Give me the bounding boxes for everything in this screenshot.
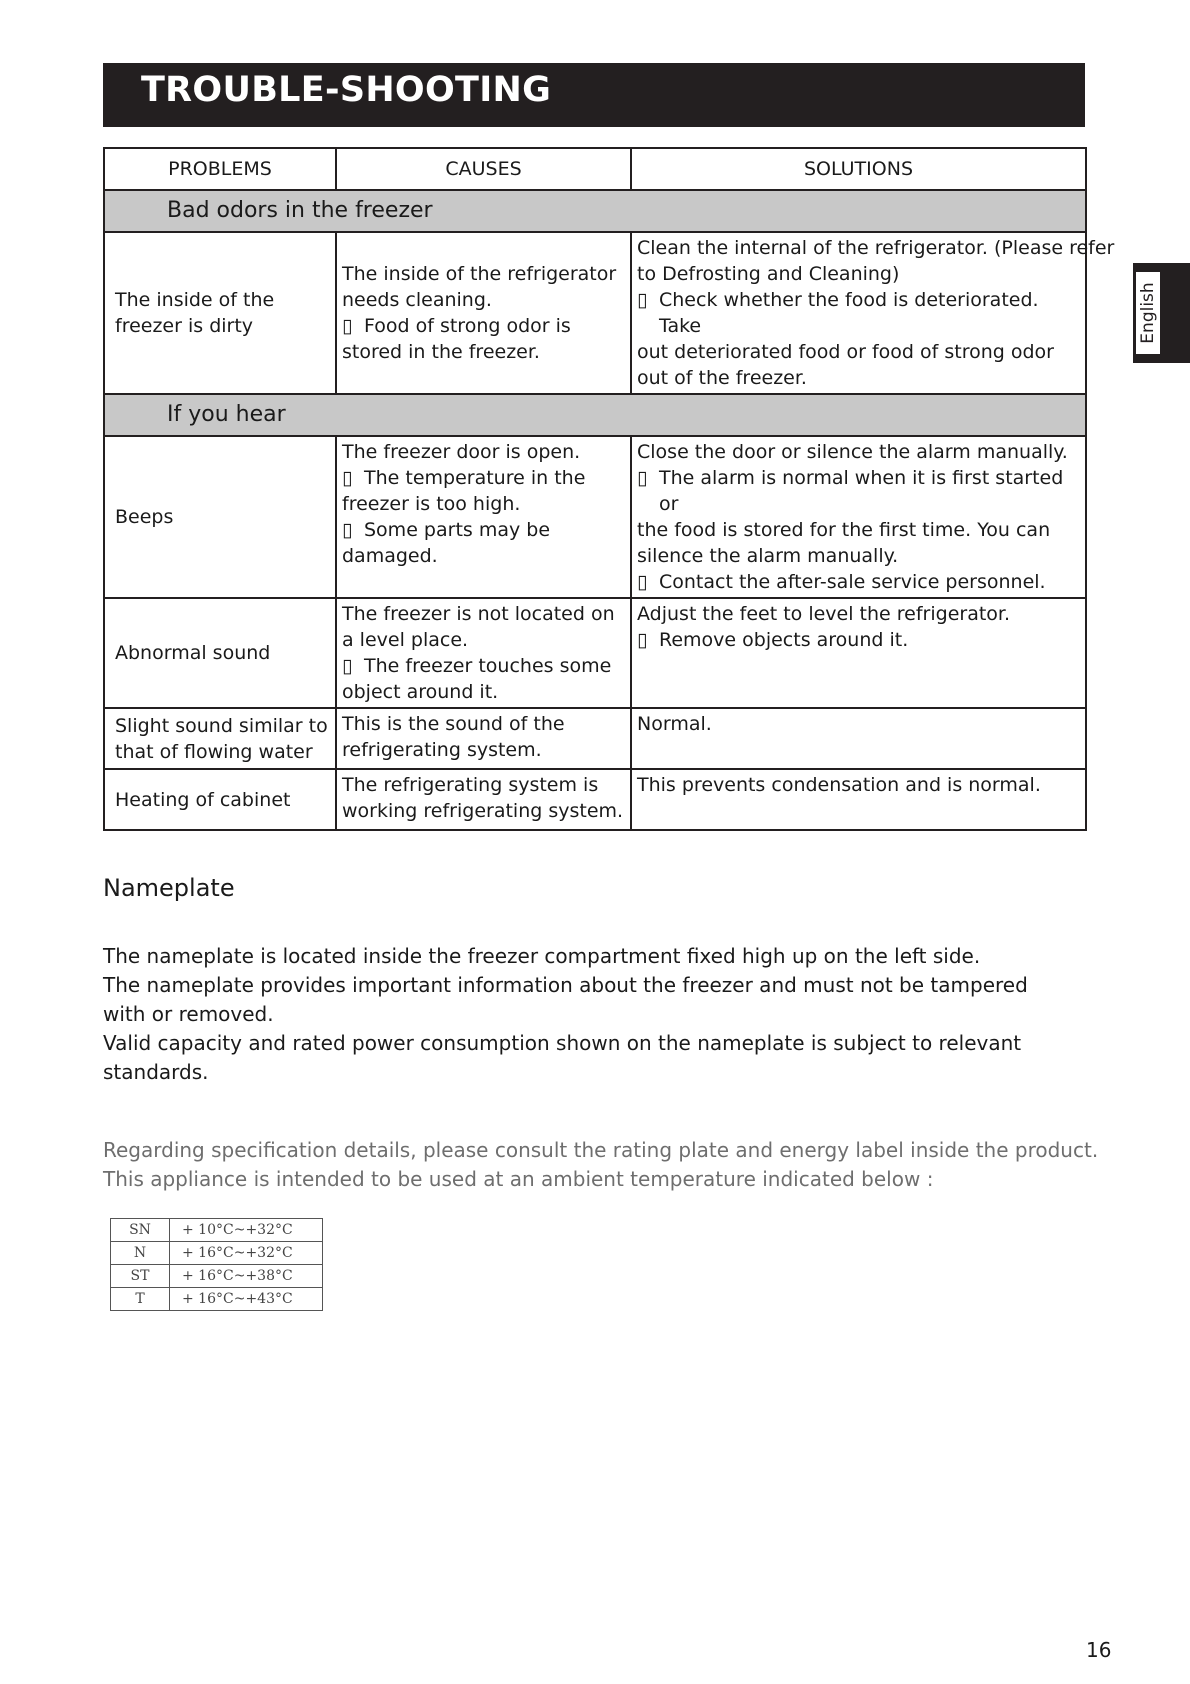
specification-note	[103, 1136, 1103, 1194]
problem-line: Abnormal sound	[115, 642, 271, 664]
bullet-icon: ▯	[637, 467, 648, 489]
cause-cell	[336, 708, 631, 769]
cause-line: The temperature in the	[364, 467, 586, 489]
page-number: 16	[1086, 1638, 1112, 1662]
section-title: If you hear	[104, 394, 1086, 436]
temperature-range: + 16°C~+38°C	[170, 1265, 323, 1288]
problem-cell	[104, 708, 336, 769]
troubleshooting-body	[104, 190, 1115, 830]
cause-line: object around it.	[342, 681, 499, 703]
problem-cell	[104, 598, 336, 708]
climate-class-table	[110, 1218, 323, 1311]
temperature-range: + 16°C~+43°C	[170, 1288, 323, 1311]
solution-line: out deteriorated food or food of strong odor	[637, 341, 1054, 363]
bullet-icon: ▯	[637, 571, 648, 593]
table-row	[104, 232, 1086, 394]
header-solutions: SOLUTIONS	[631, 148, 1086, 190]
solution-line: silence the alarm manually.	[637, 545, 899, 567]
nameplate-line: standards.	[103, 1060, 209, 1084]
nameplate-line: The nameplate provides important information about the freezer and must not be tampered	[103, 973, 1028, 997]
temperature-range: + 10°C~+32°C	[170, 1219, 323, 1242]
note-line: This appliance is intended to be used at an ambient temperature indicated below :	[103, 1167, 934, 1191]
cause-item	[342, 465, 626, 517]
cause-line: working refrigerating system.	[342, 800, 624, 822]
cause-line: Food of strong odor is	[364, 315, 571, 337]
section-row	[104, 394, 1086, 436]
problem-line: Slight sound similar to	[115, 714, 328, 737]
cause-cell	[336, 769, 631, 830]
climate-row	[111, 1288, 323, 1311]
cause-item	[342, 313, 626, 365]
solution-line: the food is stored for the first time. You can	[637, 519, 1051, 541]
solution-line: Normal.	[637, 713, 712, 735]
solution-line: The alarm is normal when it is first started or	[659, 467, 1064, 515]
solution-item	[637, 772, 1081, 798]
climate-class: SN	[111, 1219, 170, 1242]
cause-item	[342, 601, 626, 653]
solution-line: Close the door or silence the alarm manually.	[637, 441, 1068, 463]
solution-cell	[631, 769, 1086, 830]
cause-item	[342, 772, 626, 824]
solution-line: This prevents condensation and is normal.	[637, 774, 1041, 796]
cause-line: The refrigerating system is	[342, 774, 599, 796]
nameplate-line: Valid capacity and rated power consumption shown on the nameplate is subject to relevant	[103, 1031, 1022, 1055]
bullet-icon: ▯	[637, 629, 648, 651]
cause-cell	[336, 598, 631, 708]
language-tab-box	[1135, 271, 1161, 355]
header-problems: PROBLEMS	[104, 148, 336, 190]
solution-line: Check whether the food is deteriorated. Take	[659, 289, 1039, 337]
solution-line: Contact the after-sale service personnel.	[659, 571, 1046, 593]
bullet-icon: ▯	[342, 467, 353, 489]
nameplate-heading: Nameplate	[103, 874, 235, 902]
cause-line: The inside of the refrigerator	[342, 263, 617, 285]
bullet-icon: ▯	[637, 289, 648, 311]
table-row	[104, 436, 1086, 598]
section-title: Bad odors in the freezer	[104, 190, 1086, 232]
language-label: English	[1138, 282, 1158, 344]
bullet-icon: ▯	[342, 315, 353, 337]
note-line: Regarding specification details, please consult the rating plate and energy label inside the product.	[103, 1138, 1099, 1162]
cause-line: The freezer touches some	[364, 655, 612, 677]
climate-row	[111, 1265, 323, 1288]
bullet-icon: ▯	[342, 655, 353, 677]
solution-item	[637, 627, 1081, 653]
table-row	[104, 769, 1086, 830]
title-bar	[103, 63, 1085, 127]
problem-cell	[104, 436, 336, 598]
solution-cell	[631, 436, 1086, 598]
solution-line: out of the freezer.	[637, 367, 807, 389]
problem-line: that of flowing water	[115, 740, 313, 763]
problem-cell	[104, 769, 336, 830]
table-row	[104, 598, 1086, 708]
solution-item	[637, 439, 1081, 465]
cause-line: damaged.	[342, 545, 438, 567]
cause-line: freezer is too high.	[342, 493, 521, 515]
cause-line: This is the sound of the	[342, 713, 565, 735]
solution-line: Adjust the feet to level the refrigerator.	[637, 603, 1011, 625]
solution-cell	[631, 232, 1115, 394]
cause-item	[342, 711, 626, 763]
problem-cell	[104, 232, 336, 394]
cause-line: refrigerating system.	[342, 739, 542, 761]
nameplate-line: with or removed.	[103, 1002, 274, 1026]
table-row	[104, 708, 1086, 769]
solution-line: to Defrosting and Cleaning)	[637, 263, 900, 285]
troubleshooting-table	[103, 147, 1115, 831]
climate-class: T	[111, 1288, 170, 1311]
climate-row	[111, 1219, 323, 1242]
solution-item	[637, 235, 1115, 287]
cause-line: The freezer is not located on	[342, 603, 615, 625]
cause-cell	[336, 232, 631, 394]
cause-cell	[336, 436, 631, 598]
problem-line: freezer is dirty	[115, 315, 254, 337]
table-header-row	[104, 148, 1086, 190]
cause-line: needs cleaning.	[342, 289, 492, 311]
cause-item	[342, 517, 626, 569]
solution-cell	[631, 708, 1086, 769]
solution-cell	[631, 598, 1086, 708]
cause-item	[342, 261, 626, 313]
climate-class: ST	[111, 1265, 170, 1288]
cause-line: The freezer door is open.	[342, 441, 581, 463]
cause-item	[342, 653, 626, 705]
nameplate-line: The nameplate is located inside the freezer compartment fixed high up on the left side.	[103, 944, 981, 968]
solution-item	[637, 465, 1081, 569]
temperature-range: + 16°C~+32°C	[170, 1242, 323, 1265]
bullet-icon: ▯	[342, 519, 353, 541]
solution-line: Remove objects around it.	[659, 629, 909, 651]
solution-line: Clean the internal of the refrigerator. (Please refer	[637, 237, 1115, 259]
climate-class: N	[111, 1242, 170, 1265]
solution-item	[637, 569, 1081, 595]
cause-line: Some parts may be	[364, 519, 551, 541]
problem-line: Heating of cabinet	[115, 788, 291, 811]
climate-row	[111, 1242, 323, 1265]
language-tab	[1133, 263, 1190, 363]
cause-item	[342, 439, 626, 465]
section-row	[104, 190, 1086, 232]
solution-item	[637, 287, 1081, 391]
header-causes: CAUSES	[336, 148, 631, 190]
cause-line: a level place.	[342, 629, 469, 651]
problem-line: The inside of the	[115, 289, 275, 311]
nameplate-paragraph	[103, 942, 1063, 1087]
cause-line: stored in the freezer.	[342, 341, 540, 363]
solution-item	[637, 601, 1081, 627]
solution-item	[637, 711, 1081, 737]
page-title: TROUBLE-SHOOTING	[141, 70, 552, 110]
problem-line: Beeps	[115, 506, 174, 528]
